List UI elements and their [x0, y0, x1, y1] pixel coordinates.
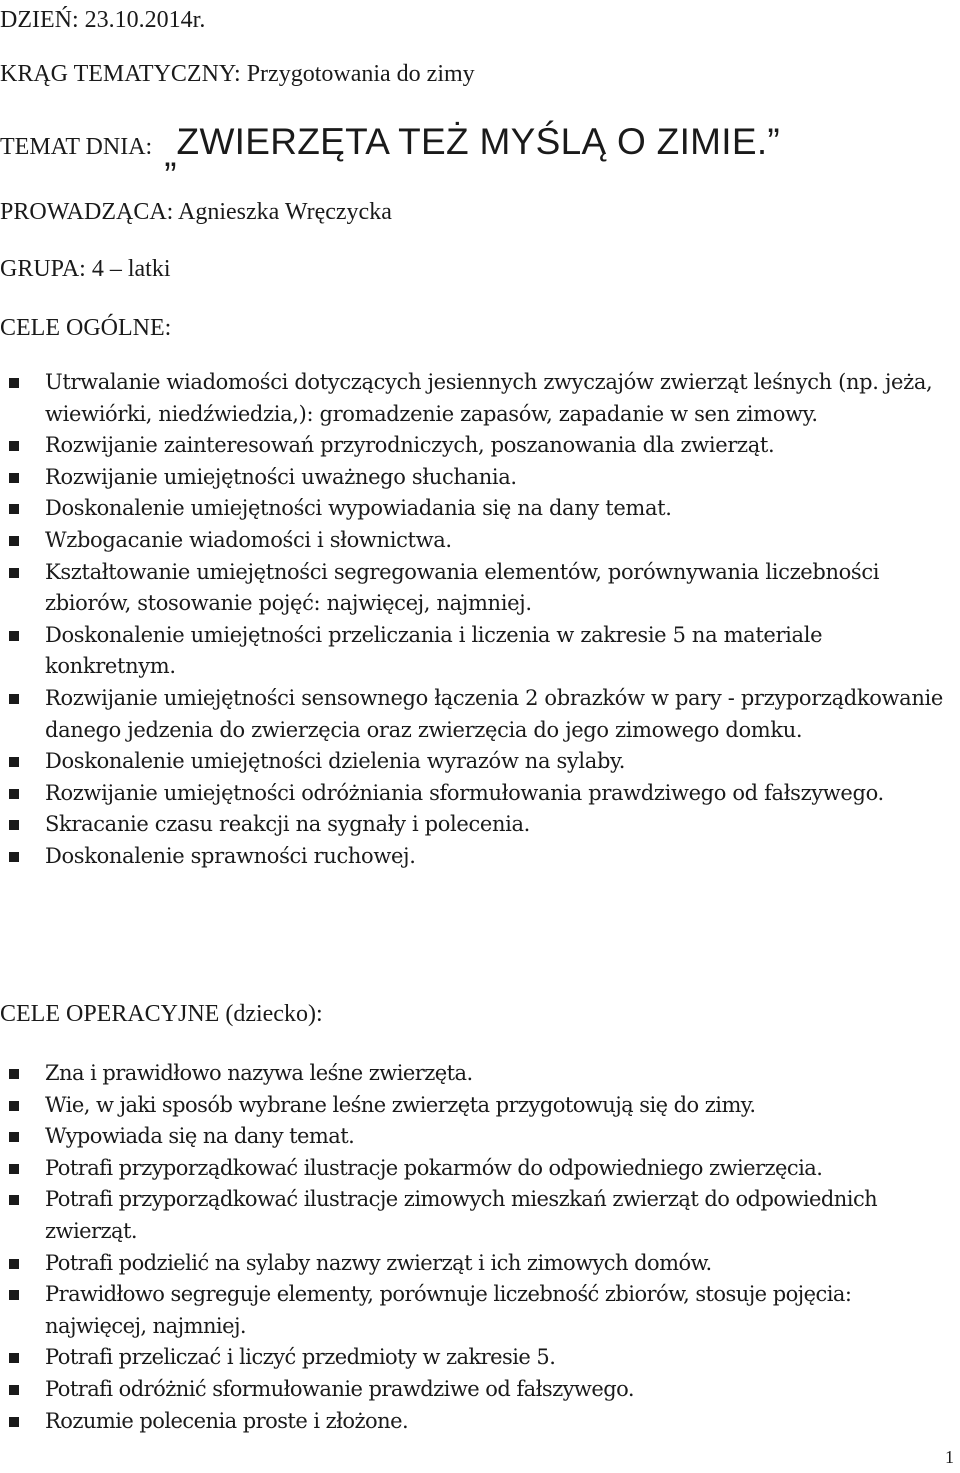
square-bullet-icon	[9, 1164, 19, 1174]
list-item-text: Doskonalenie sprawności ruchowej.	[45, 843, 416, 868]
general-goals-heading: CELE OGÓLNE:	[0, 315, 172, 341]
list-item	[0, 1184, 950, 1247]
square-bullet-icon	[9, 378, 19, 388]
list-item-text: Skracanie czasu reakcji na sygnały i polecenia.	[45, 812, 530, 837]
square-bullet-icon	[9, 536, 19, 546]
list-item	[0, 430, 950, 462]
list-item	[0, 809, 950, 841]
list-item	[0, 367, 950, 430]
square-bullet-icon	[9, 631, 19, 641]
list-item-text: Zna i prawidłowo nazywa leśne zwierzęta.	[45, 1061, 473, 1085]
operational-goals-list	[0, 1058, 950, 1437]
list-item	[0, 1279, 950, 1342]
list-item-text: Wzbogacanie wiadomości i słownictwa.	[45, 527, 452, 552]
list-item	[0, 1058, 950, 1090]
list-item-text: Rozwijanie umiejętności uważnego słuchania.	[45, 464, 517, 489]
square-bullet-icon	[9, 694, 19, 704]
page-number: 1	[945, 1447, 954, 1467]
list-item-text: Potrafi podzielić na sylaby nazwy zwierząt i ich zimowych domów.	[45, 1250, 712, 1275]
list-item-text: Rozwijanie umiejętności odróżniania sformułowania prawdziwego od fałszywego.	[45, 780, 884, 805]
square-bullet-icon	[9, 789, 19, 799]
topic-of-day-value: ZWIERZĘTA TEŻ MYŚLĄ O ZIMIE.	[176, 121, 768, 162]
list-item	[0, 1248, 950, 1280]
teacher	[0, 198, 392, 226]
operational-goals-heading: CELE OPERACYJNE (dziecko):	[0, 1001, 323, 1027]
list-item-text: Doskonalenie umiejętności przeliczania i liczenia w zakresie 5 na materiale konkretnym.	[45, 622, 823, 679]
square-bullet-icon	[9, 1132, 19, 1142]
list-item	[0, 1342, 950, 1374]
list-item-text: Kształtowanie umiejętności segregowania elementów, porównywania liczebności zbiorów, stosowanie pojęć: najwięcej, najmniej.	[45, 559, 880, 616]
list-item-text: Potrafi przyporządkować ilustracje pokarmów do odpowiedniego zwierzęcia.	[45, 1155, 823, 1180]
list-item	[0, 525, 950, 557]
thematic-circle-label: KRĄG TEMATYCZNY:	[0, 61, 241, 87]
list-item	[0, 746, 950, 778]
square-bullet-icon	[9, 1385, 19, 1395]
list-item-text: Wypowiada się na dany temat.	[45, 1124, 355, 1149]
square-bullet-icon	[9, 757, 19, 767]
list-item-text: Rozwijanie zainteresowań przyrodniczych, poszanowania dla zwierząt.	[45, 433, 775, 458]
list-item	[0, 841, 950, 873]
list-item	[0, 1374, 950, 1406]
teacher-value: Agnieszka Wręczycka	[178, 199, 392, 225]
list-item-text: Doskonalenie umiejętności wypowiadania się na dany temat.	[45, 496, 672, 521]
group	[0, 255, 170, 283]
list-item-text: Potrafi odróżnić sformułowanie prawdziwe od fałszywego.	[45, 1376, 634, 1401]
square-bullet-icon	[9, 852, 19, 862]
group-value: 4 – latki	[91, 256, 171, 282]
list-item	[0, 493, 950, 525]
topic-quote-close: ”	[767, 121, 781, 162]
list-item-text: Utrwalanie wiadomości dotyczących jesiennych zwyczajów zwierząt leśnych (np. jeża, wiewiórki, niedźwiedzia,): gromadzenie zapasów, zapadanie w sen zimowy.	[45, 370, 933, 426]
topic-of-day-label: TEMAT DNIA:	[0, 134, 153, 160]
square-bullet-icon	[9, 1417, 19, 1427]
list-item	[0, 462, 950, 494]
list-item	[0, 620, 950, 683]
list-item	[0, 1153, 950, 1185]
square-bullet-icon	[9, 1259, 19, 1269]
list-item	[0, 683, 950, 746]
topic-of-day	[0, 121, 781, 174]
list-item-text: Rozumie polecenia proste i złożone.	[45, 1408, 409, 1433]
list-item-text: Doskonalenie umiejętności dzielenia wyrazów na sylaby.	[45, 749, 626, 774]
list-item	[0, 1121, 950, 1153]
teacher-label: PROWADZĄCA:	[0, 199, 174, 225]
group-label: GRUPA:	[0, 256, 86, 282]
list-item-text: Potrafi przeliczać i liczyć przedmioty w zakresie 5.	[45, 1345, 556, 1370]
list-item	[0, 1406, 950, 1438]
square-bullet-icon	[9, 1069, 19, 1079]
list-item-text: Prawidłowo segreguje elementy, porównuje liczebność zbiorów, stosuje pojęcia: najwięcej, najmniej.	[45, 1282, 852, 1338]
lesson-date-text: DZIEŃ: 23.10.2014r.	[0, 7, 206, 33]
general-goals-list	[0, 367, 950, 873]
square-bullet-icon	[9, 1195, 19, 1205]
square-bullet-icon	[9, 473, 19, 483]
list-item-text: Potrafi przyporządkować ilustracje zimowych mieszkań zwierząt do odpowiednich zwierząt.	[45, 1187, 878, 1243]
square-bullet-icon	[9, 441, 19, 451]
thematic-circle	[0, 60, 475, 88]
square-bullet-icon	[9, 820, 19, 830]
square-bullet-icon	[9, 568, 19, 578]
thematic-circle-value: Przygotowania do zimy	[246, 61, 475, 87]
list-item	[0, 1090, 950, 1122]
square-bullet-icon	[9, 1101, 19, 1111]
list-item	[0, 778, 950, 810]
square-bullet-icon	[9, 1353, 19, 1363]
list-item	[0, 557, 950, 620]
topic-quote-open: „	[164, 133, 177, 174]
square-bullet-icon	[9, 1290, 19, 1300]
lesson-date	[0, 6, 205, 34]
square-bullet-icon	[9, 504, 19, 514]
list-item-text: Wie, w jaki sposób wybrane leśne zwierzęta przygotowują się do zimy.	[45, 1092, 756, 1117]
list-item-text: Rozwijanie umiejętności sensownego łączenia 2 obrazków w pary - przyporządkowanie danego jedzenia do zwierzęcia oraz zwierzęcia do jego zimowego domku.	[45, 685, 943, 742]
